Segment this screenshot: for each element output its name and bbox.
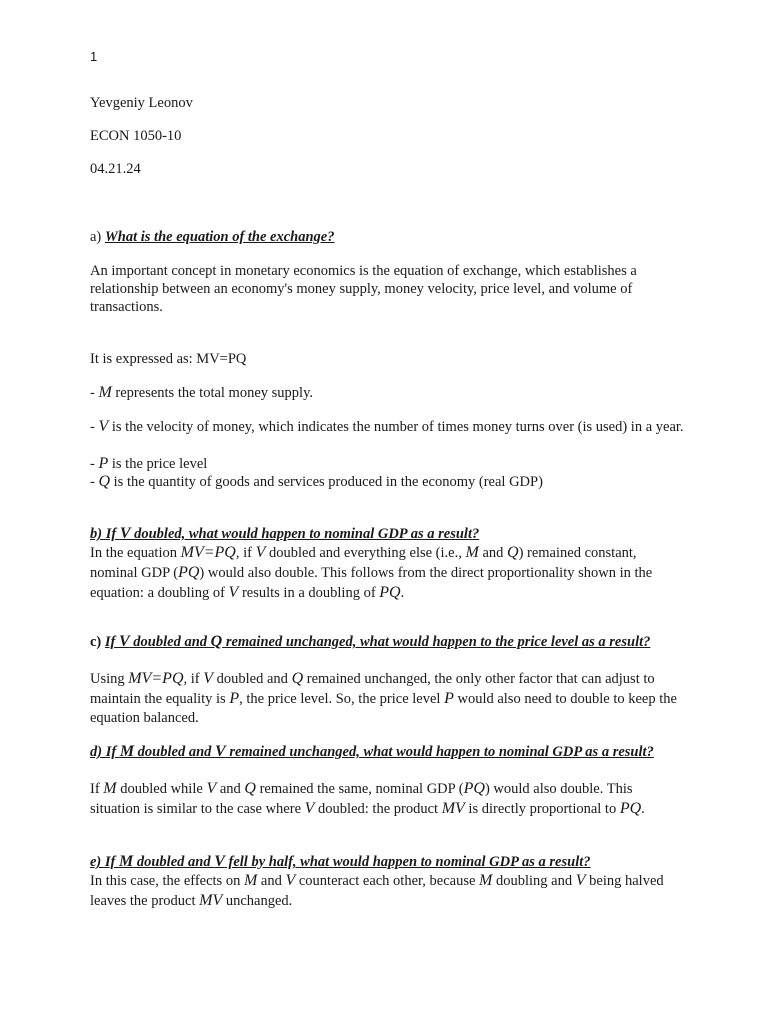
math-symbol: V [119,525,131,542]
a-text: doubling and [492,873,576,889]
a-text: and [257,873,286,889]
math-expr: MV=PQ [180,544,236,561]
math-expr: PQ [463,780,485,797]
a-text: , the price level. So, the price level [239,691,445,707]
math-expr: M [243,872,258,889]
math-symbol: Q [210,633,223,650]
a-text: would also need to double to keep the equation balanced. [90,691,677,726]
def-text: is the price level [108,456,208,472]
answer-b-paragraph [90,543,686,603]
q-text: doubled, what would happen to nominal GDP as a result? [130,526,480,542]
math-expr: Q [244,780,256,797]
definition-q [90,473,686,491]
a-text: results in a doubling of [238,585,380,601]
a-text: remained unchanged, the only other factor that can adjust to maintain the equality is [90,671,655,707]
q-text: remained unchanged, what would happen to nominal GDP as a result? [225,744,654,760]
math-expr: P [229,690,240,707]
math-symbol: M [98,384,112,401]
q-text: doubled and [129,634,211,650]
q-text: b) If [90,526,120,542]
def-text: is the velocity of money, which indicates the number of times money turns over (is used) in a year. [108,419,684,435]
def-dash: - [90,385,99,401]
math-expr: V [203,670,214,687]
math-expr: MV [199,892,223,909]
question-e-heading [90,853,686,871]
math-symbol: P [98,455,109,472]
math-expr: V [206,780,217,797]
q-text: e) If [90,854,119,870]
math-expr: Q [507,544,519,561]
a-text: . [400,585,405,601]
math-symbol: V [214,853,225,870]
question-b-heading [90,525,686,543]
math-symbol: V [98,418,109,435]
a-text: doubled and everything else (i.e., [265,545,466,561]
math-expr: P [444,690,454,707]
a-text: ) would also double. This situation is similar to the case where [90,781,633,817]
a-text: doubled while [116,781,207,797]
document-date: 04.21.24 [90,161,141,177]
a-text: . [641,801,645,817]
a-text: If [90,781,104,797]
a-text: doubled and [213,671,292,687]
q-text: doubled and [133,854,215,870]
answer-c-paragraph [90,669,686,728]
question-c-heading [90,633,686,651]
def-text: is the quantity of goods and services produced in the economy (real GDP) [110,474,543,490]
a-text: , if [183,671,204,687]
question-a-heading [90,228,686,246]
page-number: 1 [90,49,98,64]
math-expr: M [103,780,117,797]
def-dash: - [90,419,99,435]
question-a-prefix: a) [90,229,105,245]
a-text: and [478,545,507,561]
math-expr: V [255,544,266,561]
math-symbol: M [119,743,135,760]
q-text: doubled and [134,744,216,760]
math-symbol: Q [98,473,111,490]
def-dash: - [90,456,99,472]
math-expr: Q [291,670,304,687]
a-text: remained the same, nominal GDP ( [255,781,464,797]
answer-e-paragraph [90,871,686,911]
a-text: , if [235,545,256,561]
q-text: fell by half, what would happen to nominal GDP as a result? [224,854,591,870]
a-text: is directly proportional to [464,801,620,817]
course-code: ECON 1050-10 [90,128,182,144]
a-text: counteract each other, because [295,873,480,889]
math-expr: V [285,872,296,889]
math-expr: V [304,800,315,817]
a-text: ) would also double. This follows from the direct proportionality shown in the equation: a doubling of [90,565,653,601]
definition-m [90,384,686,402]
q-text: d) If [90,744,120,760]
equation-statement: It is expressed as: MV=PQ [90,351,247,367]
math-expr: PQ [178,564,200,581]
math-expr: V [228,584,239,601]
a-text: ) remained constant, nominal GDP ( [90,545,637,581]
a-text: In this case, the effects on [90,873,244,889]
math-expr: M [479,872,493,889]
a-text: Using [90,671,129,687]
question-d-heading [90,743,686,761]
def-dash: - [90,474,99,490]
def-text: represents the total money supply. [111,385,314,401]
a-text: unchanged. [222,893,293,909]
a-text: doubled: the product [314,801,442,817]
q-text: remained unchanged, what would happen to the price level as a result? [222,634,651,650]
a-text: being halved leaves the product [90,873,664,909]
math-expr: MV=PQ [128,670,184,687]
math-symbol: M [119,853,134,870]
answer-d-paragraph [90,779,686,819]
math-symbol: V [215,743,226,760]
math-expr: MV [441,800,465,817]
a-text: In the equation [90,545,181,561]
math-expr: V [575,872,586,889]
a-text: and [216,781,245,797]
math-symbol: V [119,633,130,650]
math-expr: PQ [379,584,401,601]
math-expr: M [465,544,479,561]
q-prefix: c) [90,634,105,650]
author-name: Yevgeniy Leonov [90,95,193,111]
math-expr: PQ [619,800,642,817]
question-a-text: What is the equation of the exchange? [104,229,335,245]
q-text: If [104,634,119,650]
intro-paragraph: An important concept in monetary economics is the equation of exchange, which establishes a relationship between an economy's money supply, money velocity, price level, and volume of transactions. [90,263,637,315]
definition-p [90,455,686,473]
definition-v [90,418,686,436]
